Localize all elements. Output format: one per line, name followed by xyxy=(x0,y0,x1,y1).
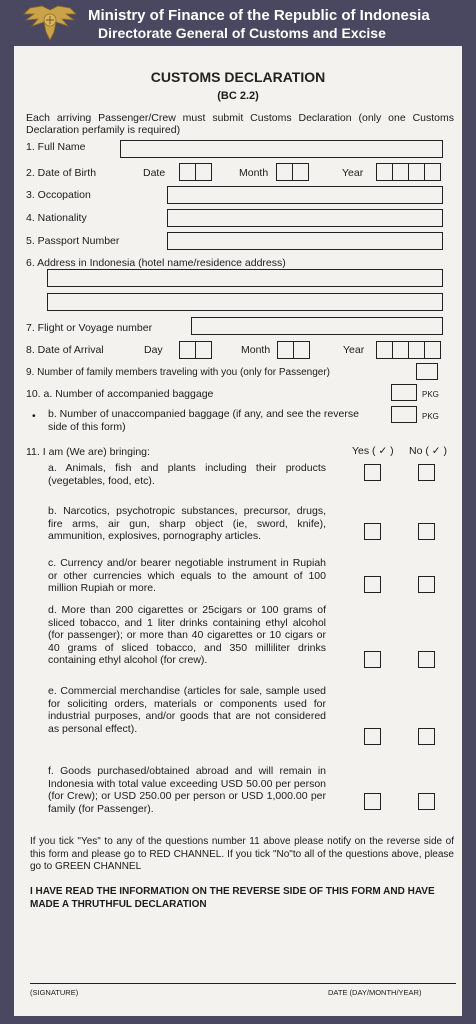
dob-month-field[interactable] xyxy=(276,163,308,181)
item-c-text: c. Currency and/or bearer negotiable instrument in Rupiah or other currencies which equals to the amount of 100 million Rupiah or more. xyxy=(48,557,326,594)
arrival-label: 8. Date of Arrival xyxy=(26,344,104,356)
occupation-field[interactable] xyxy=(167,186,443,204)
item-f-yes-checkbox[interactable] xyxy=(364,793,381,810)
form-code: (BC 2.2) xyxy=(217,90,259,102)
item-d-text: d. More than 200 cigarettes or 25cigars or 100 grams of sliced tobacco, and 1 liter drinks containing ethyl alcohol (for passenger); or more than 40 cigarettes or 10 cigars or 40 grams of sliced tobacco, and 350 milliliter drinks containing ethyl alcohol (for crew). xyxy=(48,604,326,666)
full-name-label: 1. Full Name xyxy=(26,141,86,153)
ministry-title: Ministry of Finance of the Republic of Indonesia xyxy=(88,7,430,24)
dob-month-label: Month xyxy=(239,167,269,179)
passport-label: 5. Passport Number xyxy=(26,235,120,247)
dob-label: 2. Date of Birth xyxy=(26,167,97,179)
passport-field[interactable] xyxy=(167,232,443,250)
customs-emblem-icon xyxy=(22,4,78,44)
item-b-yes-checkbox[interactable] xyxy=(364,523,381,540)
item-d-yes-checkbox[interactable] xyxy=(364,651,381,668)
arrival-year-label: Year xyxy=(343,344,365,356)
signature-label: (SIGNATURE) xyxy=(30,988,79,997)
unaccompanied-pkg-unit: PKG xyxy=(422,412,439,421)
item-f-text: f. Goods purchased/obtained abroad and will remain in Indonesia with total value exceeding USD 50.00 per person (for Crew); or USD 250.00 per person or USD 1,000.00 per family (for Passenger). xyxy=(48,765,326,815)
intro-text: Each arriving Passenger/Crew must submit Customs Declaration (only one Customs Declaration perfamily is required) xyxy=(26,112,454,136)
dob-year-label: Year xyxy=(342,167,364,179)
header-bar xyxy=(0,0,476,46)
arrival-day-field[interactable] xyxy=(179,341,211,359)
item-f-no-checkbox[interactable] xyxy=(418,793,435,810)
item-a-yes-checkbox[interactable] xyxy=(364,464,381,481)
item-c-no-checkbox[interactable] xyxy=(418,576,435,593)
item-a-no-checkbox[interactable] xyxy=(418,464,435,481)
arrival-year-field[interactable] xyxy=(376,341,440,359)
dob-date-field[interactable] xyxy=(179,163,211,181)
accompanied-baggage-field[interactable] xyxy=(391,384,417,401)
channel-notice: If you tick "Yes" to any of the questions number 11 above please notify on the reverse side of this form and please go to RED CHANNEL. If you tick "No"to all of the questions above, please go to GREEN CHANNEL xyxy=(30,836,454,872)
arrival-day-label: Day xyxy=(144,344,163,356)
date-label: DATE (DAY/MONTH/YEAR) xyxy=(328,988,422,997)
accompanied-pkg-unit: PKG xyxy=(422,390,439,399)
form-title: CUSTOMS DECLARATION xyxy=(150,69,326,85)
arrival-month-field[interactable] xyxy=(277,341,309,359)
declaration-statement: I HAVE READ THE INFORMATION ON THE REVERSE SIDE OF THIS FORM AND HAVE MADE A THRUTHFUL DECLARATION xyxy=(30,886,435,910)
bullet-marker: • xyxy=(32,410,36,422)
full-name-field[interactable] xyxy=(120,140,443,158)
address-field-line1[interactable] xyxy=(47,269,443,287)
address-label: 6. Address in Indonesia (hotel name/residence address) xyxy=(26,257,286,269)
unaccompanied-baggage-label: b. Number of unaccompanied baggage (if any, and see the reverse side of this form) xyxy=(48,408,359,433)
item-c-yes-checkbox[interactable] xyxy=(364,576,381,593)
item-d-no-checkbox[interactable] xyxy=(418,651,435,668)
item-e-yes-checkbox[interactable] xyxy=(364,728,381,745)
unaccompanied-baggage-field[interactable] xyxy=(391,406,417,423)
family-members-label: 9. Number of family members traveling with you (only for Passenger) xyxy=(26,367,331,378)
occupation-label: 3. Occopation xyxy=(26,189,91,201)
yes-column-header: Yes ( ✓ ) xyxy=(352,445,394,457)
item-a-text: a. Animals, fish and plants including their products (vegetables, food, etc). xyxy=(48,462,326,487)
address-field-line2[interactable] xyxy=(47,293,443,311)
nationality-field[interactable] xyxy=(167,209,443,227)
dob-date-label: Date xyxy=(143,167,166,179)
dob-year-field[interactable] xyxy=(376,163,440,181)
directorate-title: Directorate General of Customs and Excise xyxy=(98,25,386,41)
flight-label: 7. Flight or Voyage number xyxy=(26,322,153,334)
item-b-no-checkbox[interactable] xyxy=(418,523,435,540)
signature-line[interactable] xyxy=(30,983,456,984)
no-column-header: No ( ✓ ) xyxy=(409,445,447,457)
item-e-no-checkbox[interactable] xyxy=(418,728,435,745)
accompanied-baggage-label: 10. a. Number of accompanied baggage xyxy=(26,388,214,400)
family-members-field[interactable] xyxy=(416,363,438,380)
declaration-form xyxy=(14,46,462,1016)
item-e-text: e. Commercial merchandise (articles for sale, sample used for soliciting orders, materials or components used for industrial purposes, and/or goods that are not considered as personal effect). xyxy=(48,685,326,735)
item-b-text: b. Narcotics, psychotropic substances, precursor, drugs, fire arms, air gun, sharp object (ie, sword, knife), ammunition, explosives, pornography articles. xyxy=(48,505,326,542)
nationality-label: 4. Nationality xyxy=(26,212,87,224)
arrival-month-label: Month xyxy=(241,344,271,356)
bringing-label: 11. I am (We are) bringing: xyxy=(26,446,150,458)
flight-field[interactable] xyxy=(191,317,443,335)
